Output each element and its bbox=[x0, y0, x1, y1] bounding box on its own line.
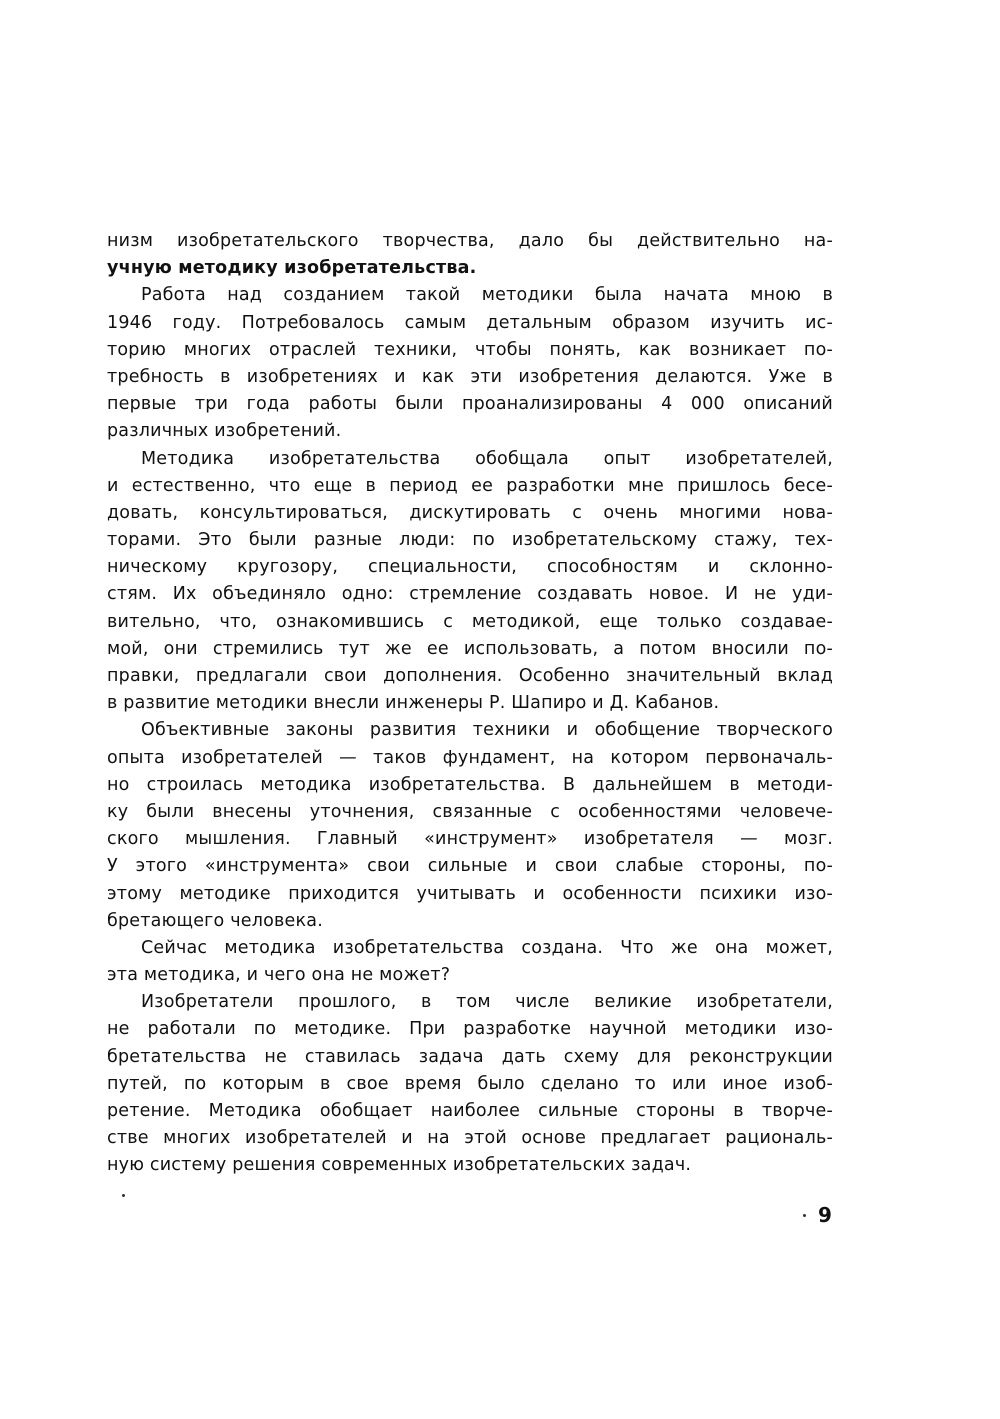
paragraph-6 bbox=[107, 989, 833, 1179]
paragraph-4 bbox=[107, 717, 833, 935]
text-line: бретающего человека. bbox=[107, 910, 323, 931]
print-speck bbox=[122, 1194, 125, 1197]
text-line: Объективные законы развития техники и обобщение творческого bbox=[141, 720, 833, 741]
text-line: этому методике приходится учитывать и особенности психики изо- bbox=[107, 883, 833, 904]
text-line: низм изобретательского творчества, дало бы действительно на- bbox=[107, 231, 833, 251]
text-line: опыта изобретателей — таков фундамент, на котором первоначаль- bbox=[107, 747, 833, 768]
text-line: ническому кругозору, специальности, способностям и склонно- bbox=[107, 557, 833, 578]
text-line: Сейчас методика изобретательства создана. Что же она может, bbox=[141, 937, 833, 958]
paragraph-3 bbox=[107, 446, 833, 718]
text-line: и естественно, что еще в период ее разработки мне пришлось бесе- bbox=[107, 475, 833, 496]
text-line: Работа над созданием такой методики была начата мною в bbox=[141, 285, 833, 306]
text-line: различных изобретений. bbox=[107, 421, 342, 442]
paragraph-5 bbox=[107, 935, 833, 989]
text-line: 1946 году. Потребовалось самым детальным образом изучить ис- bbox=[107, 312, 833, 333]
text-line: мой, они стремились тут же ее использовать, а потом вносили по- bbox=[107, 638, 833, 659]
text-line: Изобретатели прошлого, в том числе великие изобретатели, bbox=[141, 992, 833, 1013]
print-speck bbox=[803, 1214, 806, 1217]
text-line: не работали по методике. При разработке научной методики изо- bbox=[107, 1019, 833, 1040]
text-line: бретательства не ставилась задача дать схему для реконструкции bbox=[107, 1046, 833, 1067]
text-line: Методика изобретательства обобщала опыт изобретателей, bbox=[141, 448, 833, 469]
text-line: ского мышления. Главный «инструмент» изобретателя — мозг. bbox=[107, 829, 833, 850]
body-text bbox=[107, 228, 833, 1180]
page-number: 9 bbox=[818, 1203, 832, 1227]
paragraph-1 bbox=[107, 228, 833, 282]
text-line: вительно, что, ознакомившись с методикой, еще только создавае- bbox=[107, 611, 833, 632]
text-line: У этого «инструмента» свои сильные и свои слабые стороны, по- bbox=[107, 856, 833, 877]
text-line: учную методику изобретательства. bbox=[107, 258, 477, 279]
paragraph-2 bbox=[107, 282, 833, 445]
text-line: путей, по которым в свое время было сделано то или иное изоб- bbox=[107, 1073, 833, 1094]
text-line: ку были внесены уточнения, связанные с особенностями человече- bbox=[107, 801, 833, 822]
text-line: торами. Это были разные люди: по изобретательскому стажу, тех- bbox=[107, 530, 833, 551]
text-line: в развитие методики внесли инженеры Р. Шапиро и Д. Кабанов. bbox=[107, 693, 720, 714]
text-line: но строилась методика изобретательства. В дальнейшем в методи- bbox=[107, 774, 833, 795]
text-line: ную систему решения современных изобретательских задач. bbox=[107, 1155, 692, 1176]
text-line: правки, предлагали свои дополнения. Особенно значительный вклад bbox=[107, 666, 833, 686]
text-line: стве многих изобретателей и на этой основе предлагает рациональ- bbox=[107, 1128, 833, 1149]
text-line: стям. Их объединяло одно: стремление создавать новое. И не уди- bbox=[107, 584, 833, 605]
text-line: эта методика, и чего она не может? bbox=[107, 965, 451, 986]
text-line: ретение. Методика обобщает наиболее сильные стороны в творче- bbox=[107, 1101, 833, 1121]
text-line: довать, консультироваться, дискутировать с очень многими нова- bbox=[107, 502, 833, 523]
text-line: торию многих отраслей техники, чтобы понять, как возникает по- bbox=[107, 339, 833, 360]
text-line: первые три года работы были проанализированы 4 000 описаний bbox=[107, 394, 833, 415]
text-line: требность в изобретениях и как эти изобретения делаются. Уже в bbox=[107, 366, 833, 387]
